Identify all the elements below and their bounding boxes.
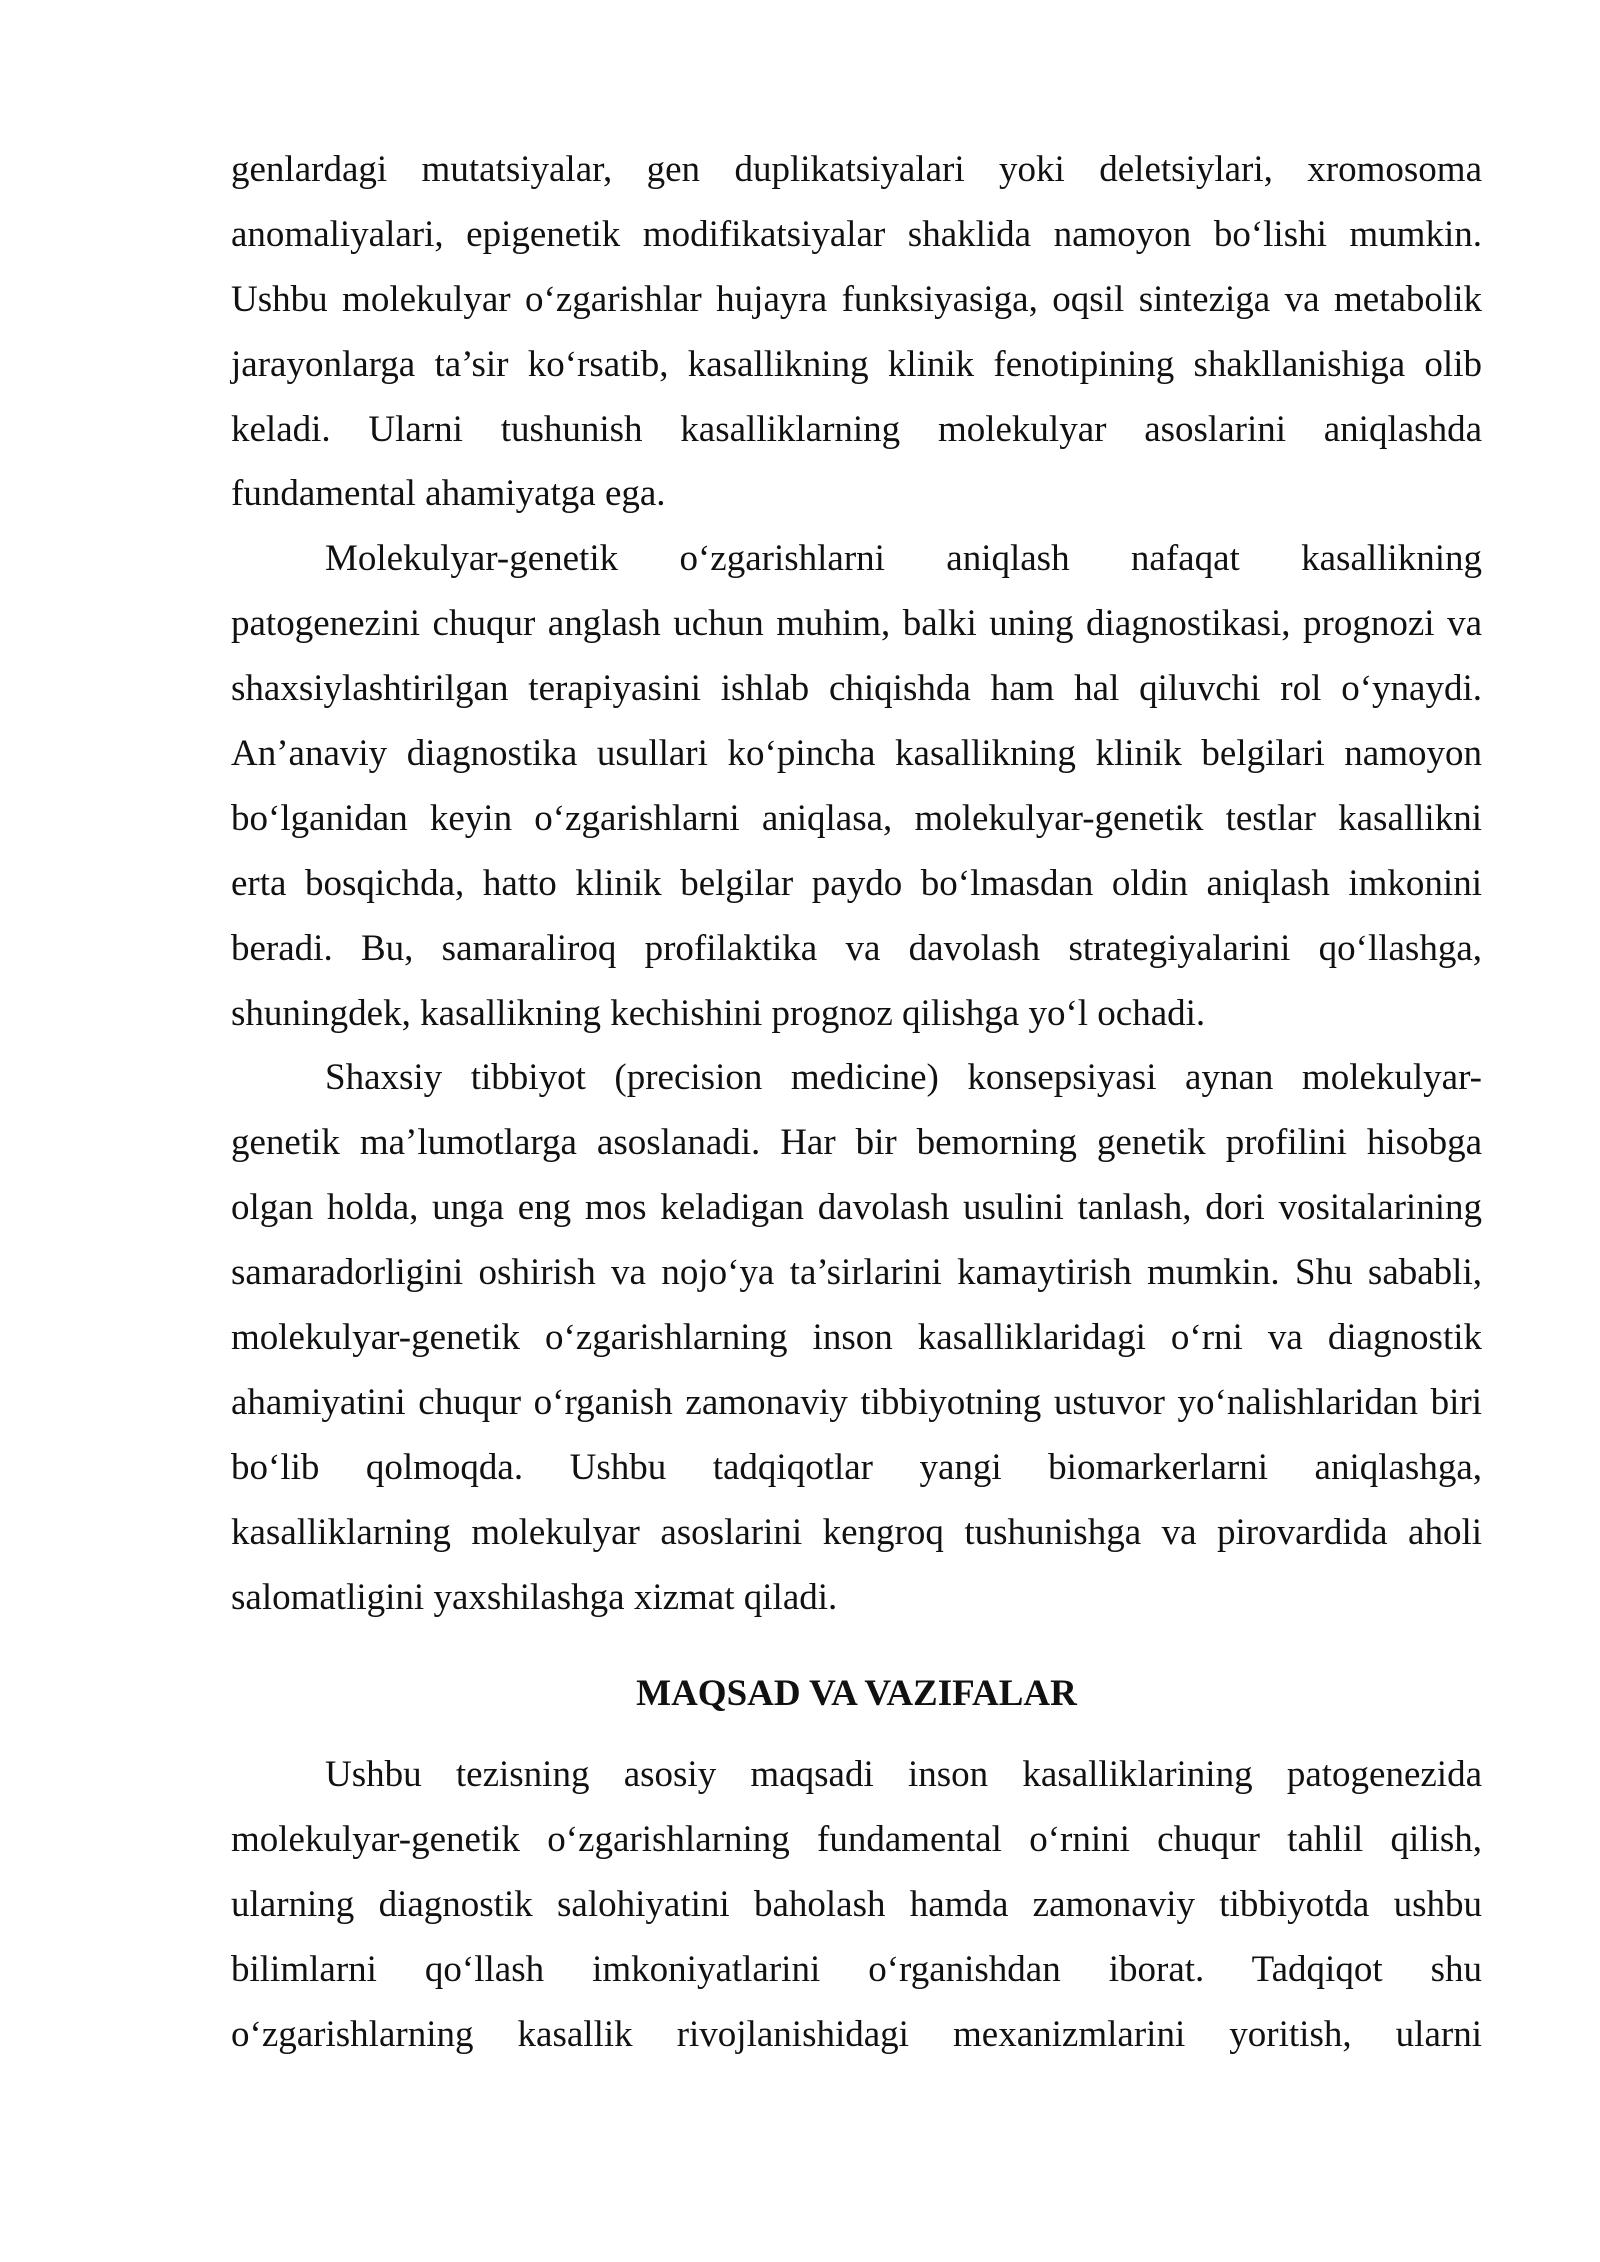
paragraph-line: molekulyar-genetik o‘zgarishlarning inson kasalliklaridagi o‘rni va diagnostik — [231, 1317, 1482, 1359]
paragraph-line: genlardagi mutatsiyalar, gen duplikatsiyalari yoki deletsiylari, xromosoma — [231, 149, 1482, 190]
paragraph-line: molekulyar-genetik o‘zgarishlarning fundamental o‘rnini chuqur tahlil qilish, — [231, 1819, 1482, 1861]
paragraph-line: Ushbu tezisning asosiy maqsadi inson kasalliklarining patogenezida — [325, 1754, 1482, 1796]
paragraph — [231, 1046, 1482, 1630]
paragraph-line: ahamiyatini chuqur o‘rganish zamonaviy tibbiyotning ustuvor yo‘nalishlaridan biri — [231, 1381, 1482, 1423]
paragraph-line: salomatligini yaxshilashga xizmat qiladi. — [231, 1576, 838, 1618]
paragraph — [231, 527, 1482, 1046]
paragraph-line: fundamental ahamiyatga ega. — [231, 473, 666, 515]
paragraph-line: keladi. Ularni tushunish kasalliklarning molekulyar asoslarini aniqlashda — [231, 408, 1482, 450]
paragraph-line: Ushbu molekulyar o‘zgarishlar hujayra funksiyasiga, oqsil sinteziga va metabolik — [231, 278, 1482, 320]
paragraph-line: An’anaviy diagnostika usullari ko‘pincha kasallikning klinik belgilari namoyon — [231, 733, 1482, 775]
section-heading: MAQSAD VA VAZIFALAR — [636, 1673, 1077, 1715]
paragraph-line: patogenezini chuqur anglash uchun muhim, balki uning diagnostikasi, prognozi va — [231, 603, 1482, 645]
paragraph-line: Shaxsiy tibbiyot (precision medicine) konsepsiyasi aynan molekulyar- — [325, 1057, 1482, 1099]
paragraph-line: ularning diagnostik salohiyatini baholash hamda zamonaviy tibbiyotda ushbu — [231, 1884, 1482, 1926]
paragraph-line: erta bosqichda, hatto klinik belgilar paydo bo‘lmasdan oldin aniqlash imkonini — [231, 862, 1482, 904]
paragraph-line: o‘zgarishlarning kasallik rivojlanishidagi mexanizmlarini yoritish, ularni — [231, 2013, 1482, 2055]
paragraph — [231, 138, 1482, 527]
paragraph-line: shaxsiylashtirilgan terapiyasini ishlab chiqishda ham hal qiluvchi rol o‘ynaydi. — [231, 668, 1482, 710]
paragraph-line: bo‘lganidan keyin o‘zgarishlarni aniqlasa, molekulyar-genetik testlar kasallikni — [231, 797, 1482, 839]
text-column — [231, 138, 1482, 2068]
paragraph-line: Molekulyar-genetik o‘zgarishlarni aniqlash nafaqat kasallikning — [325, 538, 1482, 580]
paragraph-line: kasalliklarning molekulyar asoslarini kengroq tushunishga va pirovardida aholi — [231, 1511, 1482, 1553]
paragraph-line: bilimlarni qo‘llash imkoniyatlarini o‘rganishdan iborat. Tadqiqot shu — [231, 1949, 1482, 1991]
paragraph-line: genetik ma’lumotlarga asoslanadi. Har bir bemorning genetik profilini hisobga — [231, 1122, 1482, 1164]
paragraph-line: anomaliyalari, epigenetik modifikatsiyalar shaklida namoyon bo‘lishi mumkin. — [231, 213, 1482, 255]
paragraph — [231, 1743, 1482, 2067]
paragraph-line: samaradorligini oshirish va nojo‘ya ta’sirlarini kamaytirish mumkin. Shu sababli, — [231, 1252, 1482, 1294]
paragraph-line: jarayonlarga ta’sir ko‘rsatib, kasallikning klinik fenotipining shakllanishiga olib — [231, 343, 1482, 385]
paragraph-line: shuningdek, kasallikning kechishini prognoz qilishga yo‘l ochadi. — [231, 992, 1206, 1034]
paragraph-line: olgan holda, unga eng mos keladigan davolash usulini tanlash, dori vositalarining — [231, 1187, 1482, 1229]
paragraph-line: bo‘lib qolmoqda. Ushbu tadqiqotlar yangi biomarkerlarni aniqlashga, — [231, 1446, 1482, 1488]
paragraph-line: beradi. Bu, samaraliroq profilaktika va davolash strategiyalarini qo‘llashga, — [231, 927, 1482, 969]
